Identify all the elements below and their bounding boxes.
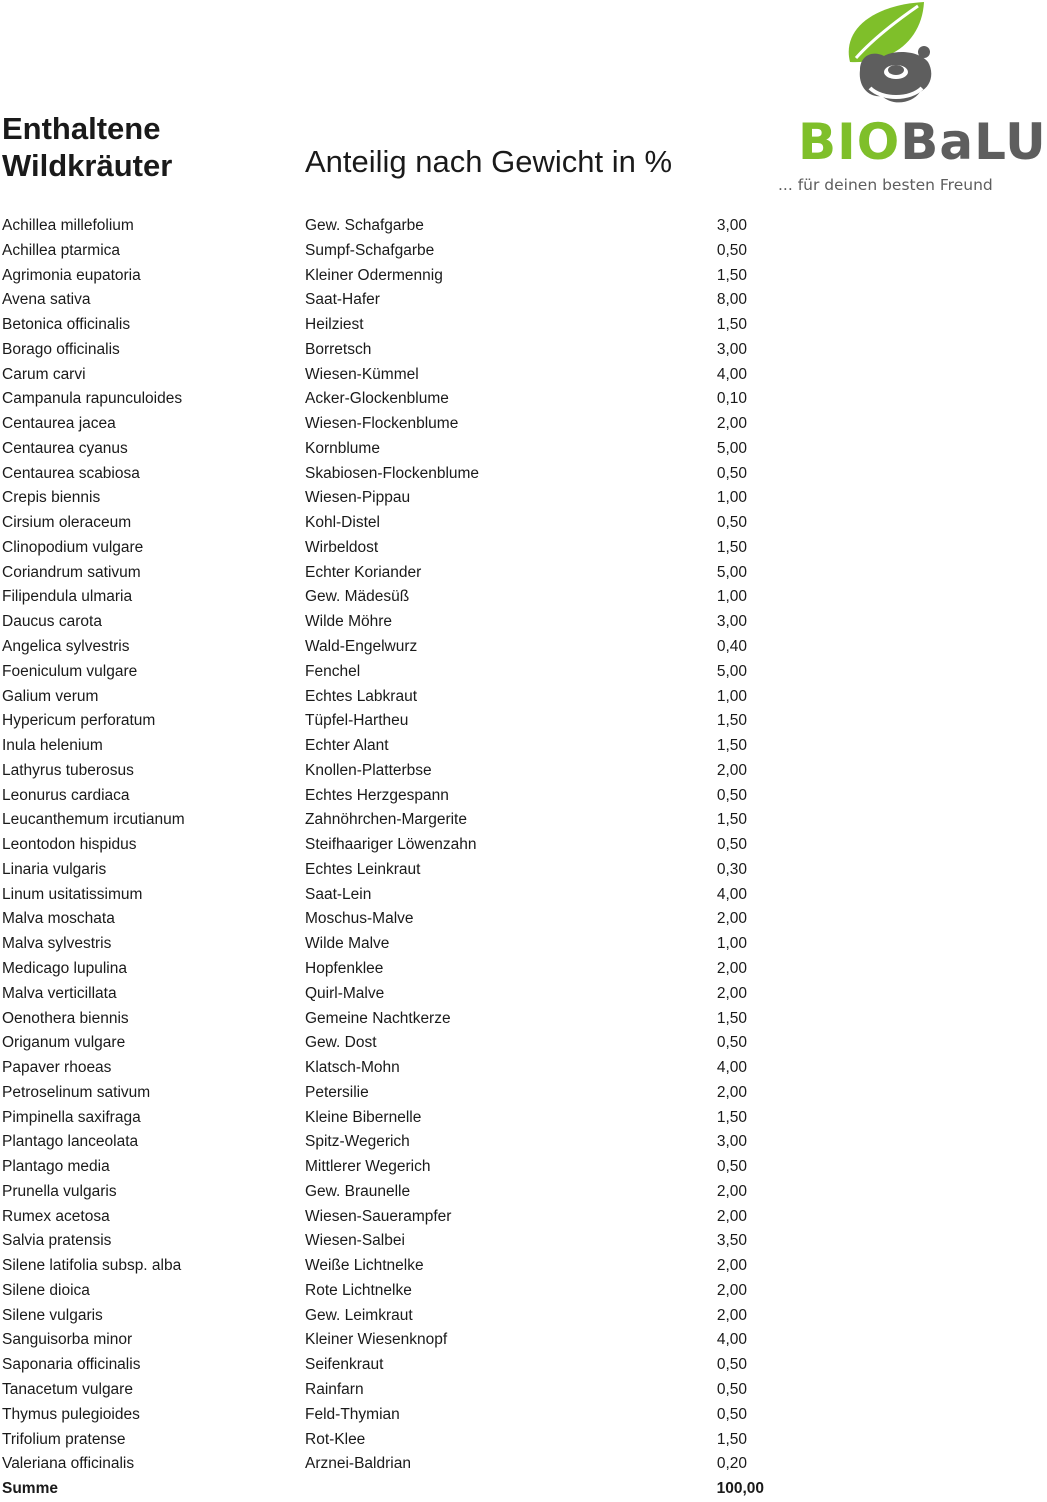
table-row — [0, 1130, 800, 1155]
german-name-cell: Feld-Thymian — [305, 1405, 400, 1423]
percent-cell: 1,00 — [716, 935, 747, 953]
table-row — [0, 1428, 800, 1453]
column-subtitle: Anteilig nach Gewicht in % — [305, 144, 673, 179]
latin-name-cell: Leonurus cardiaca — [2, 786, 130, 804]
latin-name-cell: Crepis biennis — [2, 489, 101, 507]
latin-name-cell: Plantago media — [2, 1158, 110, 1176]
table-row — [0, 214, 800, 239]
german-name-cell: Wilde Möhre — [305, 613, 392, 631]
table-row — [0, 833, 800, 858]
table-row — [0, 1155, 800, 1180]
percent-cell: 2,00 — [716, 1306, 747, 1324]
latin-name-cell: Saponaria officinalis — [2, 1356, 141, 1374]
latin-name-cell: Tanacetum vulgare — [2, 1380, 133, 1398]
percent-cell: 2,00 — [716, 1207, 747, 1225]
german-name-cell: Wiesen-Salbei — [305, 1232, 405, 1250]
latin-name-cell: Silene dioica — [2, 1281, 90, 1299]
table-row — [0, 387, 800, 412]
table-row — [0, 1180, 800, 1205]
german-name-cell: Klatsch-Mohn — [305, 1059, 400, 1077]
table-row — [0, 1007, 800, 1032]
logo-word-balu: BaLU — [900, 113, 1047, 171]
table-row — [0, 932, 800, 957]
table-row — [0, 1056, 800, 1081]
percent-cell: 1,50 — [716, 811, 747, 829]
latin-name-cell: Centaurea cyanus — [2, 439, 128, 457]
title-line-2: Wildkräuter — [2, 148, 173, 183]
german-name-cell: Saat-Lein — [305, 885, 372, 903]
latin-name-cell: Carum carvi — [2, 365, 86, 383]
latin-name-cell: Achillea millefolium — [2, 217, 134, 234]
german-name-cell: Gew. Braunelle — [305, 1182, 411, 1200]
german-name-cell: Echtes Herzgespann — [305, 786, 449, 804]
german-name-cell: Gew. Dost — [305, 1034, 377, 1052]
percent-cell: 8,00 — [716, 291, 747, 309]
percent-cell: 1,00 — [716, 687, 747, 705]
latin-name-cell: Coriandrum sativum — [2, 563, 141, 581]
percent-cell: 3,00 — [716, 1133, 747, 1151]
table-row — [0, 585, 800, 610]
table-row — [0, 709, 800, 734]
german-name-cell: Kleine Bibernelle — [305, 1108, 422, 1126]
percent-cell: 1,50 — [716, 1430, 747, 1448]
table-row — [0, 486, 800, 511]
german-name-cell: Hopfenklee — [305, 959, 384, 977]
latin-name-cell: Thymus pulegioides — [2, 1405, 140, 1423]
german-name-cell: Moschus-Malve — [305, 910, 414, 928]
logo-word-bio: BIO — [798, 113, 901, 171]
table-row — [0, 660, 800, 685]
latin-name-cell: Papaver rhoeas — [2, 1059, 112, 1077]
percent-cell: 1,50 — [716, 316, 747, 334]
german-name-cell: Tüpfel-Hartheu — [305, 712, 409, 730]
latin-name-cell: Pimpinella saxifraga — [2, 1108, 141, 1126]
sum-row — [0, 1477, 800, 1502]
dog-leaf-icon — [772, 0, 993, 120]
percent-cell: 3,50 — [716, 1232, 747, 1250]
latin-name-cell: Cirsium oleraceum — [2, 514, 132, 532]
latin-name-cell: Medicago lupulina — [2, 959, 127, 977]
percent-cell: 0,50 — [716, 241, 747, 259]
german-name-cell: Kornblume — [305, 439, 380, 457]
german-name-cell: Saat-Hafer — [305, 291, 380, 309]
percent-cell: 5,00 — [716, 563, 747, 581]
latin-name-cell: Silene latifolia subsp. alba — [2, 1257, 182, 1275]
percent-cell: 3,00 — [716, 340, 747, 358]
page-title — [2, 110, 172, 184]
percent-cell: 3,00 — [716, 217, 747, 234]
latin-name-cell: Agrimonia eupatoria — [2, 266, 141, 284]
percent-cell: 1,50 — [716, 1009, 747, 1027]
latin-name-cell: Daucus carota — [2, 613, 102, 631]
table-row — [0, 1304, 800, 1329]
german-name-cell: Knollen-Platterbse — [305, 761, 432, 779]
percent-cell: 0,50 — [716, 464, 747, 482]
percent-cell: 1,50 — [716, 737, 747, 755]
table-row — [0, 635, 800, 660]
percent-cell: 0,50 — [716, 786, 747, 804]
table-row — [0, 957, 800, 982]
latin-name-cell: Malva sylvestris — [2, 935, 112, 953]
german-name-cell: Kohl-Distel — [305, 514, 380, 532]
table-row — [0, 264, 800, 289]
percent-cell: 1,00 — [716, 489, 747, 507]
latin-name-cell: Origanum vulgare — [2, 1034, 126, 1052]
percent-cell: 2,00 — [716, 959, 747, 977]
latin-name-cell: Avena sativa — [2, 291, 91, 309]
german-name-cell: Seifenkraut — [305, 1356, 384, 1374]
percent-cell: 0,10 — [716, 390, 747, 408]
german-name-cell: Rainfarn — [305, 1380, 364, 1398]
latin-name-cell: Plantago lanceolata — [2, 1133, 139, 1151]
logo-wordmark — [798, 112, 1047, 172]
latin-name-cell: Valeriana officinalis — [2, 1455, 135, 1473]
table-row — [0, 1229, 800, 1254]
percent-cell: 0,50 — [716, 1356, 747, 1374]
german-name-cell: Echtes Leinkraut — [305, 860, 421, 878]
german-name-cell: Fenchel — [305, 662, 361, 680]
table-row — [0, 1031, 800, 1056]
percent-cell: 0,50 — [716, 1380, 747, 1398]
percent-cell: 3,00 — [716, 613, 747, 631]
table-row — [0, 734, 800, 759]
latin-name-cell: Linaria vulgaris — [2, 860, 107, 878]
german-name-cell: Gew. Schafgarbe — [305, 217, 424, 234]
percent-cell: 4,00 — [716, 885, 747, 903]
table-row — [0, 511, 800, 536]
percent-cell: 0,50 — [716, 1034, 747, 1052]
latin-name-cell: Salvia pratensis — [2, 1232, 112, 1250]
latin-name-cell: Sanguisorba minor — [2, 1331, 133, 1349]
sum-value: 100,00 — [716, 1480, 764, 1498]
table-row — [0, 610, 800, 635]
german-name-cell: Wald-Engelwurz — [305, 638, 418, 656]
table-row — [0, 363, 800, 388]
percent-cell: 1,00 — [716, 588, 747, 606]
table-row — [0, 808, 800, 833]
table-row — [0, 313, 800, 338]
percent-cell: 0,40 — [716, 638, 747, 656]
percent-cell: 5,00 — [716, 439, 747, 457]
table-row — [0, 759, 800, 784]
latin-name-cell: Angelica sylvestris — [2, 638, 130, 656]
percent-cell: 0,50 — [716, 1405, 747, 1423]
percent-cell: 1,50 — [716, 266, 747, 284]
german-name-cell: Gemeine Nachtkerze — [305, 1009, 451, 1027]
latin-name-cell: Clinopodium vulgare — [2, 538, 144, 556]
percent-cell: 2,00 — [716, 910, 747, 928]
percent-cell: 1,50 — [716, 712, 747, 730]
latin-name-cell: Oenothera biennis — [2, 1009, 129, 1027]
percent-cell: 5,00 — [716, 662, 747, 680]
table-row — [0, 1205, 800, 1230]
german-name-cell: Rot-Klee — [305, 1430, 366, 1448]
table-row — [0, 536, 800, 561]
german-name-cell: Acker-Glockenblume — [305, 390, 449, 408]
german-name-cell: Wiesen-Sauerampfer — [305, 1207, 452, 1225]
german-name-cell: Kleiner Wiesenknopf — [305, 1331, 448, 1349]
german-name-cell: Mittlerer Wegerich — [305, 1158, 431, 1176]
latin-name-cell: Lathyrus tuberosus — [2, 761, 134, 779]
german-name-cell: Arznei-Baldrian — [305, 1455, 411, 1473]
herb-table — [0, 214, 800, 1502]
percent-cell: 4,00 — [716, 365, 747, 383]
table-row — [0, 982, 800, 1007]
logo-tagline: ... für deinen besten Freund — [778, 176, 993, 194]
percent-cell: 2,00 — [716, 1281, 747, 1299]
german-name-cell: Sumpf-Schafgarbe — [305, 241, 435, 259]
latin-name-cell: Hypericum perforatum — [2, 712, 156, 730]
percent-cell: 2,00 — [716, 1083, 747, 1101]
latin-name-cell: Malva verticillata — [2, 984, 117, 1002]
latin-name-cell: Filipendula ulmaria — [2, 588, 133, 606]
german-name-cell: Rote Lichtnelke — [305, 1281, 412, 1299]
latin-name-cell: Silene vulgaris — [2, 1306, 103, 1324]
german-name-cell: Gew. Mädesüß — [305, 588, 410, 606]
biobalu-logo — [772, 0, 1047, 200]
table-row — [0, 437, 800, 462]
german-name-cell: Gew. Leimkraut — [305, 1306, 413, 1324]
percent-cell: 4,00 — [716, 1059, 747, 1077]
table-row — [0, 1254, 800, 1279]
german-name-cell: Skabiosen-Flockenblume — [305, 464, 480, 482]
latin-name-cell: Centaurea scabiosa — [2, 464, 140, 482]
table-row — [0, 288, 800, 313]
german-name-cell: Wirbeldost — [305, 538, 379, 556]
latin-name-cell: Inula helenium — [2, 737, 103, 755]
table-row — [0, 1328, 800, 1353]
table-row — [0, 1452, 800, 1477]
latin-name-cell: Campanula rapunculoides — [2, 390, 183, 408]
percent-cell: 0,50 — [716, 514, 747, 532]
latin-name-cell: Trifolium pratense — [2, 1430, 126, 1448]
table-row — [0, 1081, 800, 1106]
german-name-cell: Weiße Lichtnelke — [305, 1257, 424, 1275]
table-row — [0, 239, 800, 264]
latin-name-cell: Rumex acetosa — [2, 1207, 110, 1225]
latin-name-cell: Linum usitatissimum — [2, 885, 143, 903]
latin-name-cell: Betonica officinalis — [2, 316, 131, 334]
german-name-cell: Echtes Labkraut — [305, 687, 418, 705]
percent-cell: 1,50 — [716, 1108, 747, 1126]
german-name-cell: Steifhaariger Löwenzahn — [305, 836, 477, 854]
german-name-cell: Wiesen-Pippau — [305, 489, 411, 507]
german-name-cell: Kleiner Odermennig — [305, 266, 443, 284]
percent-cell: 2,00 — [716, 761, 747, 779]
table-row — [0, 338, 800, 363]
table-row — [0, 1106, 800, 1131]
latin-name-cell: Prunella vulgaris — [2, 1182, 117, 1200]
german-name-cell: Spitz-Wegerich — [305, 1133, 410, 1151]
sum-label: Summe — [2, 1480, 58, 1498]
german-name-cell: Wiesen-Kümmel — [305, 365, 419, 383]
latin-name-cell: Malva moschata — [2, 910, 115, 928]
percent-cell: 2,00 — [716, 984, 747, 1002]
table-row — [0, 1403, 800, 1428]
percent-cell: 0,20 — [716, 1455, 747, 1473]
german-name-cell: Echter Koriander — [305, 563, 422, 581]
latin-name-cell: Leontodon hispidus — [2, 836, 137, 854]
german-name-cell: Borretsch — [305, 340, 372, 358]
table-row — [0, 784, 800, 809]
percent-cell: 0,50 — [716, 836, 747, 854]
title-line-1: Enthaltene — [2, 111, 161, 146]
german-name-cell: Petersilie — [305, 1083, 369, 1101]
latin-name-cell: Centaurea jacea — [2, 415, 116, 433]
table-row — [0, 883, 800, 908]
table-row — [0, 1378, 800, 1403]
table-row — [0, 412, 800, 437]
table-row — [0, 1353, 800, 1378]
percent-cell: 1,50 — [716, 538, 747, 556]
german-name-cell: Quirl-Malve — [305, 984, 385, 1002]
latin-name-cell: Petroselinum sativum — [2, 1083, 151, 1101]
german-name-cell: Wiesen-Flockenblume — [305, 415, 459, 433]
percent-cell: 0,50 — [716, 1158, 747, 1176]
latin-name-cell: Foeniculum vulgare — [2, 662, 138, 680]
table-row — [0, 685, 800, 710]
percent-cell: 2,00 — [716, 415, 747, 433]
german-name-cell: Wilde Malve — [305, 935, 390, 953]
table-row — [0, 858, 800, 883]
percent-cell: 0,30 — [716, 860, 747, 878]
table-row — [0, 462, 800, 487]
latin-name-cell: Borago officinalis — [2, 340, 120, 358]
table-row — [0, 907, 800, 932]
latin-name-cell: Galium verum — [2, 687, 99, 705]
table-row — [0, 561, 800, 586]
percent-cell: 2,00 — [716, 1182, 747, 1200]
percent-cell: 4,00 — [716, 1331, 747, 1349]
german-name-cell: Echter Alant — [305, 737, 389, 755]
german-name-cell: Heilziest — [305, 316, 364, 334]
latin-name-cell: Achillea ptarmica — [2, 241, 121, 259]
german-name-cell: Zahnöhrchen-Margerite — [305, 811, 467, 829]
latin-name-cell: Leucanthemum ircutianum — [2, 811, 185, 829]
table-row — [0, 1279, 800, 1304]
percent-cell: 2,00 — [716, 1257, 747, 1275]
